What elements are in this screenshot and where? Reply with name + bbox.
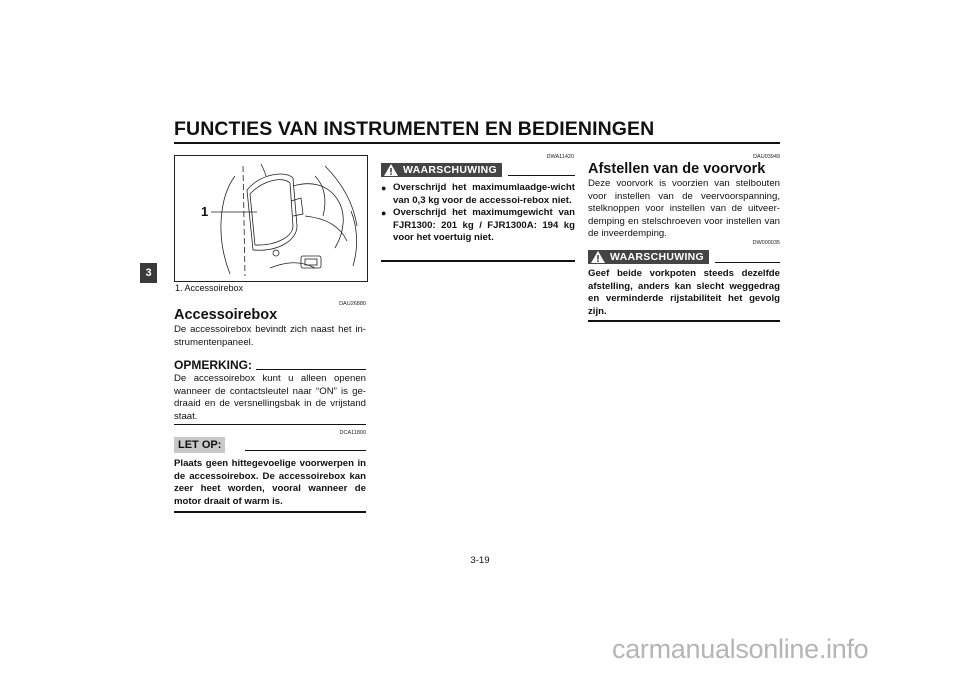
warning2-text: Geef beide vorkpoten steeds dezelfde afstelling, anders kan slecht weggedrag en verminderde rijstabiliteit het gevolg zijn. bbox=[588, 268, 780, 317]
warning2-end-rule bbox=[588, 320, 780, 322]
section-heading-accessoirebox: Accessoirebox bbox=[174, 307, 278, 323]
warning1-badge bbox=[381, 163, 502, 177]
warning2-badge bbox=[588, 250, 709, 264]
voorvork-text: Deze voorvork is voorzien van stelbouten voor instellen van de veervoorspanning, stelknoppen voor instellen van de uitveer-demping en stelschroeven voor instellen van de inveerdemping. bbox=[588, 178, 780, 239]
warning-triangle-icon bbox=[590, 250, 606, 264]
warning1-code: DWA11420 bbox=[546, 154, 574, 160]
note-heading-rule bbox=[256, 369, 366, 370]
warning1-label: WAARSCHUWING bbox=[403, 164, 498, 176]
warning2-code: DW000035 bbox=[752, 240, 780, 246]
warning2-heading-rule bbox=[715, 262, 780, 263]
page-title: FUNCTIES VAN INSTRUMENTEN EN BEDIENINGEN bbox=[174, 118, 655, 140]
accessoirebox-text: De accessoirebox bevindt zich naast het in-strumentenpaneel. bbox=[174, 324, 366, 348]
figure-callout-1: 1 bbox=[201, 204, 209, 219]
warning1-item: ● Overschrijd het maximumlaadge-wicht van 0,3 kg voor de accessoi-rebox niet. bbox=[381, 182, 575, 206]
warning1-item: ● Overschrijd het maximumgewicht van FJR1300: 201 kg / FJR1300A: 194 kg voor het voertuig niet. bbox=[381, 207, 575, 243]
caution-heading-rule bbox=[245, 450, 366, 451]
bullet-icon: ● bbox=[381, 183, 387, 193]
chapter-tab bbox=[140, 263, 157, 283]
note-text: De accessoirebox kunt u alleen openen wanneer de contactsleutel naar “ON” is ge-draaid en de versnellingsbak in de vrijstand staat. bbox=[174, 373, 366, 422]
warning2-header bbox=[588, 250, 780, 264]
note-heading: OPMERKING: bbox=[174, 358, 252, 372]
caution-label: LET OP: bbox=[174, 437, 225, 453]
caution-code: DCA11800 bbox=[339, 430, 366, 436]
note-block bbox=[174, 358, 366, 423]
caution-end-rule bbox=[174, 511, 366, 513]
section-heading-voorvork: Afstellen van de voorvork bbox=[588, 161, 766, 177]
caution-header bbox=[174, 437, 366, 453]
note-end-rule bbox=[174, 424, 366, 425]
warning1-header bbox=[381, 163, 575, 177]
page-number: 3-19 bbox=[470, 555, 490, 566]
section-code: DAU26880 bbox=[339, 301, 366, 307]
warning-triangle-icon bbox=[383, 163, 399, 177]
warning1-heading-rule bbox=[508, 175, 575, 176]
caution-text: Plaats geen hittegevoelige voorwerpen in de accessoirebox. De accessoirebox kan zeer heet worden, vooral wanneer de motor draait of warm is. bbox=[174, 458, 366, 507]
warning1-list bbox=[381, 182, 575, 245]
fork-code: DAU03949 bbox=[753, 154, 780, 160]
figure-frame bbox=[174, 155, 368, 282]
header-rule bbox=[174, 142, 780, 144]
warning1-end-rule bbox=[381, 260, 575, 262]
warning2-label: WAARSCHUWING bbox=[610, 251, 705, 263]
bullet-icon: ● bbox=[381, 208, 387, 218]
figure-caption: 1. Accessoirebox bbox=[175, 283, 244, 293]
watermark: carmanualsonline.info bbox=[612, 634, 869, 664]
chapter-tab-number: 3 bbox=[145, 267, 152, 279]
